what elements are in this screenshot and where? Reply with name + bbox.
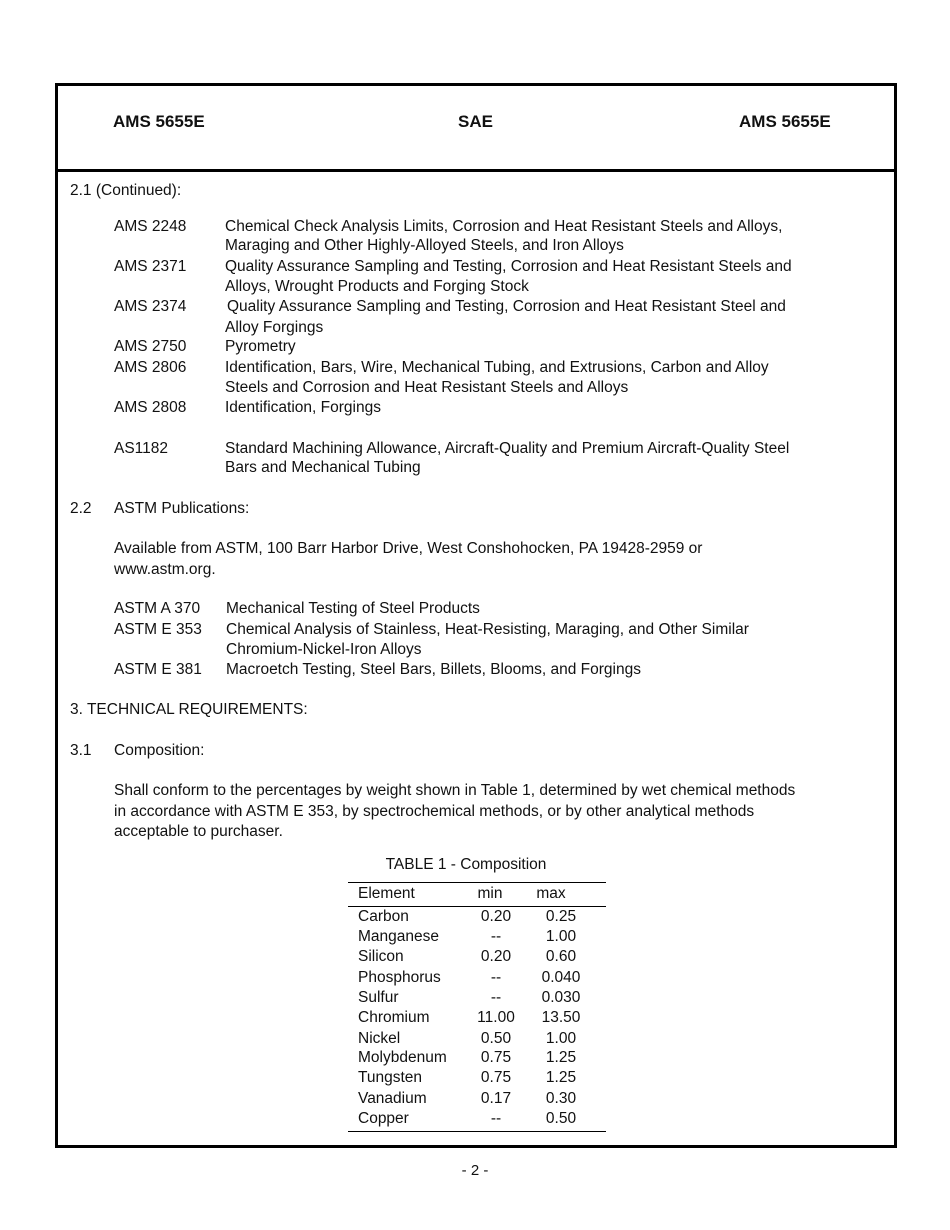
cell-max: 1.25 (545, 1069, 577, 1086)
table-row (348, 947, 606, 967)
cell-element: Vanadium (358, 1090, 427, 1107)
astm-availability-line: www.astm.org. (114, 561, 216, 578)
table-row (348, 1068, 606, 1088)
ref-desc-line: Quality Assurance Sampling and Testing, Corrosion and Heat Resistant Steels and (225, 258, 792, 275)
cell-element: Tungsten (358, 1069, 423, 1086)
ref-code: AMS 2371 (114, 258, 187, 275)
column-header-min: min (477, 885, 503, 902)
cell-max: 0.030 (541, 989, 581, 1006)
ref-code: AMS 2248 (114, 218, 187, 235)
cell-min: -- (490, 969, 502, 986)
ref-desc-line: Mechanical Testing of Steel Products (226, 600, 480, 617)
page-header (58, 86, 894, 172)
table-row (348, 968, 606, 988)
header-center-org: SAE (458, 112, 493, 131)
cell-max: 13.50 (541, 1009, 581, 1026)
ref-desc-line: Pyrometry (225, 338, 296, 355)
table-top-rule (348, 882, 606, 883)
column-header-element: Element (358, 885, 415, 902)
composition-body-line: acceptable to purchaser. (114, 823, 283, 840)
ref-code: ASTM E 353 (114, 621, 202, 638)
cell-max: 0.50 (545, 1110, 577, 1127)
cell-max: 1.00 (545, 1030, 577, 1047)
ref-desc-line: Alloy Forgings (225, 319, 324, 336)
cell-min: -- (490, 989, 502, 1006)
cell-min: 0.75 (480, 1049, 512, 1066)
table-row (348, 907, 606, 927)
ref-desc-line: Chemical Check Analysis Limits, Corrosion and Heat Resistant Steels and Alloys, (225, 218, 783, 235)
ref-desc-line: Identification, Forgings (225, 399, 381, 416)
composition-body-line: in accordance with ASTM E 353, by spectrochemical methods, or by other analytical methods (114, 803, 755, 820)
ref-code: AS1182 (114, 440, 169, 457)
ref-desc-line: Bars and Mechanical Tubing (225, 459, 421, 476)
cell-max: 1.25 (545, 1049, 577, 1066)
cell-min: 0.75 (480, 1069, 512, 1086)
ref-desc-line: Steels and Corrosion and Heat Resistant Steels and Alloys (225, 379, 629, 396)
cell-min: -- (490, 928, 502, 945)
section-2-2-heading: ASTM Publications: (114, 500, 250, 517)
cell-element: Copper (358, 1110, 409, 1127)
ref-code: AMS 2374 (114, 298, 187, 315)
astm-availability-line: Available from ASTM, 100 Barr Harbor Drive, West Conshohocken, PA 19428-2959 or (114, 540, 703, 557)
ref-desc-line: Standard Machining Allowance, Aircraft-Quality and Premium Aircraft-Quality Steel (225, 440, 790, 457)
table-header-row (348, 884, 606, 904)
section-2-1-heading: 2.1 (Continued): (70, 182, 182, 199)
section-3-1-number: 3.1 (70, 742, 92, 759)
cell-max: 1.00 (545, 928, 577, 945)
table-row (348, 1048, 606, 1068)
cell-element: Nickel (358, 1030, 401, 1047)
cell-min: 0.50 (480, 1030, 512, 1047)
cell-min: 11.00 (477, 1009, 515, 1026)
header-left-doc-id: AMS 5655E (113, 112, 205, 131)
cell-min: -- (490, 1110, 502, 1127)
ref-desc-line: Macroetch Testing, Steel Bars, Billets, Blooms, and Forgings (226, 661, 641, 678)
ref-code: ASTM A 370 (114, 600, 201, 617)
ref-code: AMS 2750 (114, 338, 187, 355)
page-frame (55, 83, 897, 1148)
cell-max: 0.25 (545, 908, 577, 925)
ref-desc-line: Alloys, Wrought Products and Forging Stock (225, 278, 529, 295)
cell-min: 0.20 (480, 908, 512, 925)
cell-max: 0.040 (541, 969, 581, 986)
cell-element: Chromium (358, 1009, 430, 1026)
cell-element: Sulfur (358, 989, 399, 1006)
section-2-2-number: 2.2 (70, 500, 92, 517)
table-row (348, 988, 606, 1008)
ref-code: ASTM E 381 (114, 661, 202, 678)
cell-element: Manganese (358, 928, 440, 945)
ref-code: AMS 2806 (114, 359, 187, 376)
ref-desc-line: Quality Assurance Sampling and Testing, Corrosion and Heat Resistant Steel and (227, 298, 786, 315)
page-number: - 2 - (461, 1162, 489, 1179)
cell-element: Carbon (358, 908, 409, 925)
cell-element: Molybdenum (358, 1049, 447, 1066)
cell-min: 0.20 (480, 948, 512, 965)
ref-desc-line: Maraging and Other Highly-Alloyed Steels, and Iron Alloys (225, 237, 624, 254)
composition-body-line: Shall conform to the percentages by weight shown in Table 1, determined by wet chemical methods (114, 782, 796, 799)
table-row (348, 927, 606, 947)
table-row (348, 1029, 606, 1049)
section-3-heading: 3. TECHNICAL REQUIREMENTS: (70, 701, 308, 718)
cell-min: 0.17 (480, 1090, 512, 1107)
cell-max: 0.30 (545, 1090, 577, 1107)
table-bottom-rule (348, 1131, 606, 1132)
table-row (348, 1008, 606, 1028)
ref-desc-line: Chemical Analysis of Stainless, Heat-Resisting, Maraging, and Other Similar (226, 621, 749, 638)
cell-element: Phosphorus (358, 969, 441, 986)
cell-element: Silicon (358, 948, 404, 965)
table-row (348, 1109, 606, 1129)
ref-desc-line: Chromium-Nickel-Iron Alloys (226, 641, 422, 658)
table-row (348, 1089, 606, 1109)
column-header-max: max (536, 885, 566, 902)
cell-max: 0.60 (545, 948, 577, 965)
header-right-doc-id: AMS 5655E (739, 112, 831, 131)
ref-code: AMS 2808 (114, 399, 187, 416)
section-3-1-heading: Composition: (114, 742, 205, 759)
table-title: TABLE 1 - Composition (385, 856, 547, 873)
ref-desc-line: Identification, Bars, Wire, Mechanical Tubing, and Extrusions, Carbon and Alloy (225, 359, 769, 376)
